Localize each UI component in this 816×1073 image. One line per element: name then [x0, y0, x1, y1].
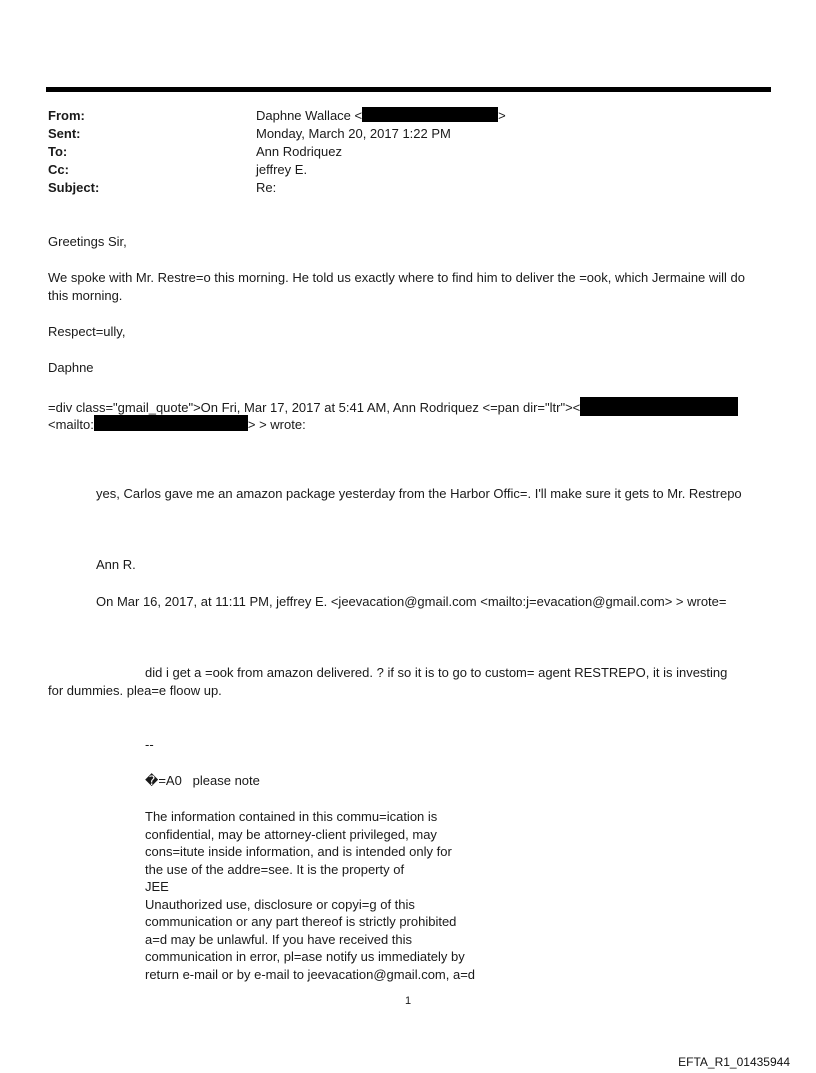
- disclaimer-line: return e-mail or by e-mail to jeevacation@gmail.com, a=d: [145, 966, 476, 982]
- to-label: To:: [48, 144, 68, 159]
- ann-signature: Ann R.: [96, 557, 136, 572]
- jeffrey-message-line2: for dummies. plea=e floow up.: [48, 683, 222, 698]
- greeting: Greetings Sir,: [48, 234, 127, 249]
- closing: Respect=ully,: [48, 324, 126, 339]
- disclaimer-line: communication or any part thereof is strictly prohibited: [145, 914, 457, 929]
- mailto-prefix: <mailto:: [48, 417, 94, 432]
- disclaimer: [145, 808, 490, 983]
- from-close: >: [498, 108, 506, 123]
- subject-value: Re:: [256, 180, 277, 195]
- from-name: Daphne Wallace <: [256, 108, 363, 123]
- please-note: �=A0 please note: [145, 773, 260, 788]
- quote-header-line2: [48, 415, 768, 434]
- disclaimer-line: JEE: [145, 879, 169, 894]
- document-id: EFTA_R1_01435944: [678, 1055, 790, 1069]
- signature-dashes: --: [145, 737, 154, 752]
- body-paragraph: We spoke with Mr. Restre=o this morning. He told us exactly where to find him to deliver the =ook, which Jermaine will do this morning.: [48, 270, 746, 303]
- sent-label: Sent:: [48, 126, 81, 141]
- cc-label: Cc:: [48, 162, 69, 177]
- from-label: From:: [48, 108, 85, 123]
- disclaimer-line: the use of the addre=see. It is the property of: [145, 861, 405, 877]
- subject-label: Subject:: [48, 180, 100, 195]
- to-value: Ann Rodriquez: [256, 144, 342, 159]
- redaction-box: [580, 397, 738, 416]
- signature: Daphne: [48, 360, 94, 375]
- jeffrey-message-line1: did i get a =ook from amazon delivered. ? if so it is to go to custom= agent RESTREPO, it is investing: [145, 665, 728, 680]
- quote-header-line1: [48, 397, 768, 417]
- disclaimer-line: confidential, may be attorney-client privileged, may: [145, 826, 437, 842]
- header-rule: [46, 87, 771, 92]
- ann-message: yes, Carlos gave me an amazon package yesterday from the Harbor Offic=. I'll make sure it gets to Mr. Restrepo: [96, 486, 742, 501]
- page-number: 1: [404, 995, 412, 1007]
- quote-header-text: =div class="gmail_quote">On Fri, Mar 17, 2017 at 5:41 AM, Ann Rodriquez <=pan dir="ltr"><: [48, 400, 581, 415]
- quote-wrote: > > wrote:: [247, 417, 306, 432]
- redaction-box: [362, 107, 498, 122]
- redaction-box: [94, 415, 248, 431]
- cc-value: jeffrey E.: [256, 162, 308, 177]
- disclaimer-line: a=d may be unlawful. If you have received this: [145, 931, 413, 947]
- from-value: [256, 107, 506, 125]
- sent-value: Monday, March 20, 2017 1:22 PM: [256, 126, 451, 141]
- disclaimer-line: communication in error, pl=ase notify us immediately by: [145, 949, 465, 964]
- disclaimer-line: The information contained in this commu=ication is: [145, 809, 438, 824]
- disclaimer-line: cons=itute inside information, and is intended only for: [145, 844, 452, 859]
- disclaimer-line: Unauthorized use, disclosure or copyi=g of this: [145, 896, 415, 912]
- quote-header-2: On Mar 16, 2017, at 11:11 PM, jeffrey E. <jeevacation@gmail.com <mailto:j=evacation@gmail.com> > wrote=: [96, 594, 727, 609]
